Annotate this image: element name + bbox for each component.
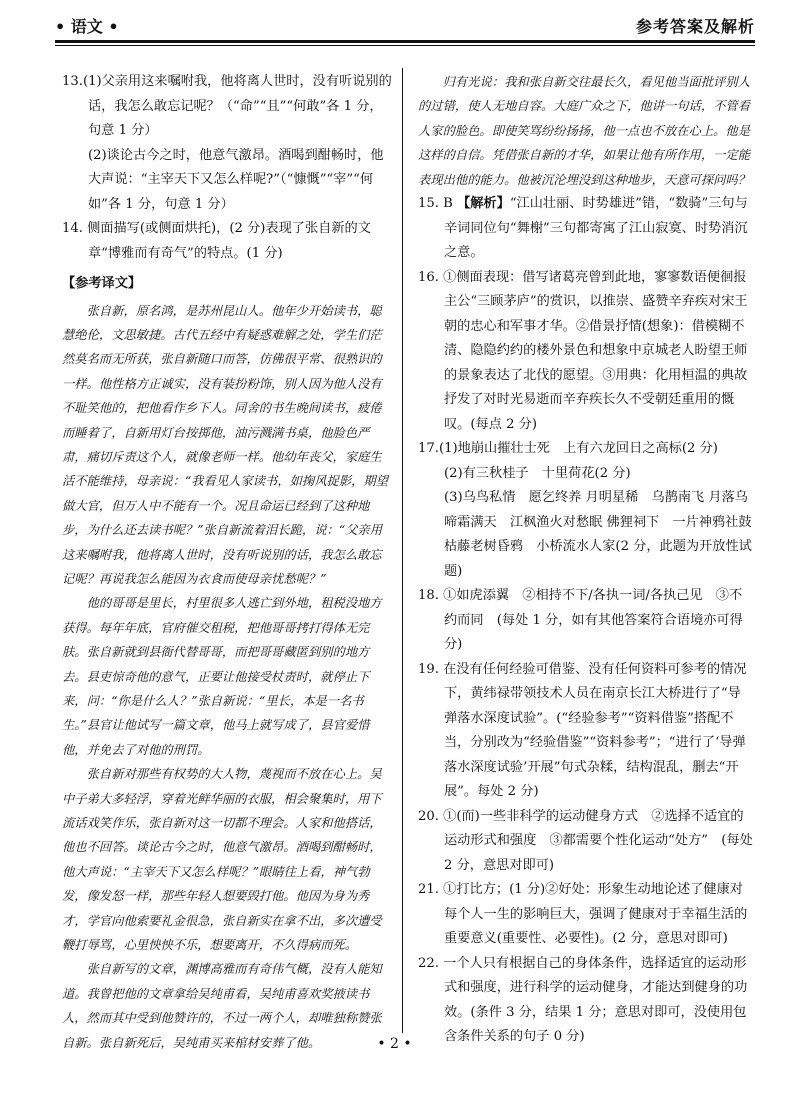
answer-22: 22. 一个人只有根据自己的身体条件，选择适宜的运动形式和强度，进行科学的运动健身，才能达到健身的功效。(条件 3 分，结果 1 分；意思对即可，没使用包含条件关系的句子 0 分) [418,955,748,1045]
answer-13-1: 13.(1)父亲用这来嘱咐我，他将离人世时，没有听说别的话，我怎么敢忘记呢？（“命”“且”“何敢”各 1 分，句意 1 分） [62,74,392,138]
page-header [55,14,755,54]
answer-21: 21. ①打比方；(1 分)②好处：形象生动地论述了健康对每个人一生的影响巨大，强调了健康对于幸福生活的重要意义(重要性、必要性)。(2 分，意思对即可) [418,882,748,947]
column-divider [402,68,403,1033]
subject-label: • 语文 • [55,17,119,36]
right-column [418,70,753,1050]
answer-17-2: (2)有三秋桂子 十里荷花(2 分) [444,465,631,481]
answer-14: 14. 侧面描写(或侧面烘托)，(2 分)表现了张自新的文章“博雅而有奇气”的特点。(1 分) [62,221,371,261]
translation-paragraph-1: 张自新，原名鸿，是苏州昆山人。他年少开始读书，聪慧绝伦，文思敏捷。古代五经中有疑惑难解之处，学生们茫然莫名而无所获，张自新随口而答，仿佛很平常、很熟识的一样。他性格方正诚实，没有装扮粉饰，别人因为他人没有不耻笑他的，把他看作乡下人。同舍的书生晚间读书，疲倦而睡着了，自新用灯台按掷他，油污溅满书桌，他脸色严肃，痛切斥责这个人，就像老师一样。他幼年丧父，家庭生活不能维持，母亲说：“我看见人家读书，如掬风捉影，期望做大官，但万人中不能有一个。况且命运已经到了这种地步，为什么还去读书呢？”张自新流着泪长跪，说：“父亲用这来嘱咐我，他将离人世时，没有听说别的话，我怎么敢忘记呢？再说我怎么能因为衣食而使母亲忧愁呢？” [62,303,389,586]
answer-15-choice: 15. B [418,196,458,212]
section-title: 参考答案及解析 [635,17,755,36]
answer-18: 18. ①如虎添翼 ②相持不下/各执一词/各执己见 ③不约而同 (每处 1 分，如有其他答案符合语境亦可得分) [418,588,743,653]
translation-paragraph-3: 张自新对那些有权势的大人物，蔑视而不放在心上。吴中子弟大多轻浮，穿着光鲜华丽的衣服，相会聚集时，用下流话戏笑作乐，张自新对这一切都不理会。人家和他搭话，他也不回答。谈论古今之时，他意气激昂。酒喝到酣畅时，他大声说：“主宰天下又怎么样呢？”眼睛往上看，神气勃发，像发怒一样，那些年轻人想要毁打他。他因为身为秀才，学官向他索要礼金很急，张自新实在拿不出，多次遭受鞭打辱骂，心里怏怏不乐，想要离开，不久得病而死。 [62,767,382,953]
page-number: • 2 • [377,1036,412,1052]
answer-16: 16. ①侧面表现：借写诸葛亮曾到此地，寥寥数语便徊报主公“三顾茅庐”的赏识，以推崇、盛赞辛弃疾对宋王朝的忠心和军事才华。②借景抒情(想象)：借模糊不清、隐隐约约的楼外景色和想象中京城老人盼望王师的景象表达了北伐的愿望。③用典：化用桓温的典故抒发了对时光易逝而辛弃疾长久不受朝廷重用的慨叹。(每点 2 分) [418,269,748,432]
translation-title: 【参考译文】 [62,276,142,291]
translation-paragraph-2: 他的哥哥是里长，村里很多人逃亡到外地，租税没地方获得。每年年底，官府催交租税，把他哥哥拷打得体无完肤。张自新就到县衙代替哥哥，而把哥哥藏匿到别的地方去。县吏惊奇他的意气，正要让他接受杖责时，就停止下来，问：“你是什么人？”张自新说：“里长，本是一名书生。”县官让他试写一篇文章，他马上就写成了，县官爱惜他，并免去了对他的刑罚。 [62,596,382,757]
answer-13-2: (2)谈论古今之时，他意气激昂。酒喝到酣畅时，他大声说：“主宰天下又怎么样呢?”（“慷慨”“宰”“何如”各 1 分，句意 1 分） [88,147,384,212]
answer-19: 19. 在没有任何经验可借鉴、没有任何资料可参考的情况下，黄纬禄带领技术人员在南京长江大桥进行了“导弹落水深度试验”。(“经验参考”“资料借鉴”搭配不当，分别改为“经验借鉴”“资料参考”；“进行了‘导弹落水深度试验’开展”句式杂糅，结构混乱，删去“开展”。每处 2 分) [418,661,747,800]
answer-17-3: (3)乌鸟私情 愿乞终养 月明星稀 乌鹊南飞 月落乌啼霜满天 江枫渔火对愁眠 佛狸祠下 一片神鸦社鼓 枯藤老树昏鸦 小桥流水人家(2 分，此题为开放性试题) [444,490,752,579]
answer-15 [418,192,753,266]
header-rule-thick [55,40,755,43]
answer-15-text: “江山壮丽、时势雄迸”错，“数骑”三句与辛词同位句“舞榭”三句都寄寓了江山寂寞、时势消沉之意。 [444,196,748,261]
answer-20: 20. ①(而)一些非科学的运动健身方式 ②选择不适宜的运动形式和强度 ③都需要个性化运动“处方” (每处 2 分，意思对即可) [418,808,753,873]
answer-17-1: 17.(1)地崩山摧壮士死 上有六龙回日之高标(2 分) [418,441,718,457]
analysis-label: 【解析】 [457,196,510,212]
translation-paragraph-5: 归有光说：我和张自新交往最长久，看见他当面批评别人的过错，使人无地自容。大庭广众之下，他讲一句话，不管看人家的脸色。即使笑骂纷纷扬扬，他一点也不放在心上。他是这样的自信。凭借张自新的才华，如果让他有所作用，一定能表现出他的能力。他被沉沦埋没到这种地步，天意可探问吗？ [418,75,751,187]
left-column [62,70,392,1055]
translation-paragraph-4: 张自新写的文章，渊博高雅而有奇伟气概，没有人能知道。我曾把他的文章拿给吴纯甫看，吴纯甫喜欢奖掖读书人，然而其中受到他赞许的，不过一两个人，却唯独称赞张自新。张自新死后，吴纯甫买来棺材安葬了他。 [62,962,382,1050]
header-rule-thin [55,45,755,46]
